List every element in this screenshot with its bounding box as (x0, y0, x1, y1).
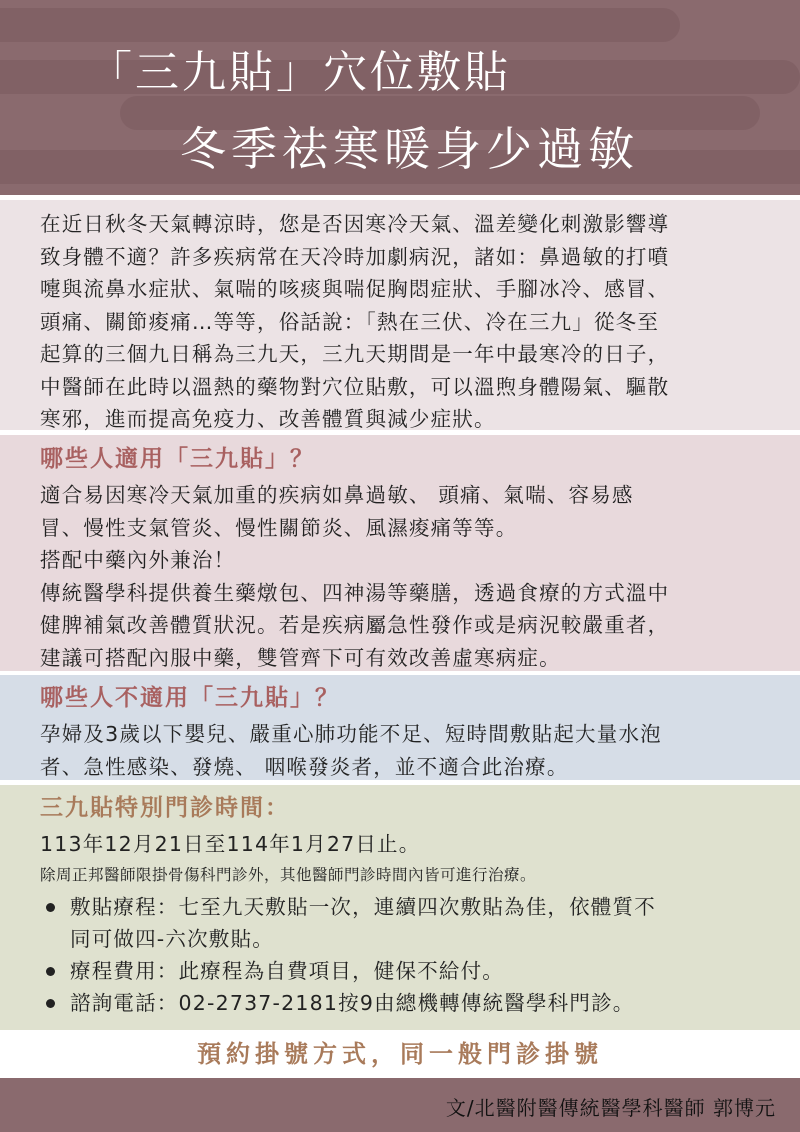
intro-section (0, 200, 800, 430)
text-line: 孕婦及3歲以下嬰兒、嚴重心肺功能不足、短時間敷貼起大量水泡 (40, 722, 662, 746)
unsuitable-section (0, 675, 800, 780)
text-line: 致身體不適？許多疾病常在天冷時加劇病況，諸如：鼻過敏的打噴 (40, 244, 670, 269)
intro-paragraph (40, 208, 770, 436)
clinic-heading: 三九貼特別門診時間： (40, 795, 290, 821)
text-line: 同可做四-六次敷貼。 (70, 926, 274, 951)
booking-notice: 預約掛號方式，同一般門診掛號 (197, 1040, 603, 1068)
text-line: 建議可搭配內服中藥，雙管齊下可有效改善虛寒病症。 (40, 645, 561, 670)
clinic-bullet-list (40, 891, 770, 1019)
text-line: 諮詢電話：02-2737-2181按9由總機轉傳統醫學科門診。 (70, 990, 635, 1015)
list-item (40, 987, 770, 1019)
bullet-dot-icon (46, 903, 55, 912)
bullet-dot-icon (46, 967, 55, 976)
title-line-1: 「三九貼」穴位敷貼 (88, 47, 511, 98)
text-line: 傳統醫學科提供養生藥燉包、四神湯等藥膳，透過食療的方式溫中 (40, 580, 670, 605)
text-line: 敷貼療程：七至九天敷貼一次，連續四次敷貼為佳，依體質不 (70, 894, 656, 919)
bullet-dot-icon (46, 999, 55, 1008)
list-item (40, 955, 770, 987)
text-line: 健脾補氣改善體質狀況。若是疾病屬急性發作或是病況較嚴重者， (40, 613, 670, 637)
suitable-paragraph (40, 479, 770, 674)
text-line: 搭配中藥內外兼治！ (40, 548, 236, 572)
footer-bar (0, 1078, 800, 1132)
text-line: 嚏與流鼻水症狀、氣喘的咳痰與喘促胸悶症狀、手腳冰冷、感冒、 (40, 277, 670, 301)
text-line: 適合易因寒冷天氣加重的疾病如鼻過敏、 頭痛、氣喘、容易感 (40, 483, 634, 507)
suitable-section (0, 435, 800, 671)
text-line: 頭痛、關節痠痛…等等，俗話說：「熱在三伏、冷在三九」從冬至 (40, 309, 660, 334)
unsuitable-heading: 哪些人不適用「三九貼」？ (40, 685, 340, 711)
suitable-heading: 哪些人適用「三九貼」？ (40, 446, 315, 472)
text-line: 冒、慢性支氣管炎、慢性關節炎、風濕痠痛等等。 (40, 515, 518, 540)
author-credit: 文/北醫附醫傳統醫學科醫師 郭博元 (445, 1096, 776, 1120)
text-line: 者、急性感染、發燒、 咽喉發炎者，並不適合此治療。 (40, 754, 569, 779)
text-line: 寒邪，進而提高免疫力、改善體質與減少症狀。 (40, 407, 496, 431)
clinic-note: 除周正邦醫師限掛骨傷科門診外，其他醫師門診時間內皆可進行治療。 (40, 865, 537, 884)
clinic-dates: 113年12月21日至114年1月27日止。 (40, 832, 421, 856)
title-line-2: 冬季祛寒暖身少過敏 (180, 122, 639, 176)
list-item (40, 891, 770, 955)
text-line: 中醫師在此時以溫熱的藥物對穴位貼敷，可以溫煦身體陽氣、驅散 (40, 374, 670, 399)
clinic-section (0, 785, 800, 1030)
unsuitable-paragraph (40, 718, 770, 783)
text-line: 起算的三個九日稱為三九天，三九天期間是一年中最寒冷的日子， (40, 342, 670, 366)
header-banner (0, 0, 800, 195)
text-line: 療程費用：此療程為自費項目，健保不給付。 (70, 958, 504, 983)
text-line: 在近日秋冬天氣轉涼時，您是否因寒冷天氣、溫差變化刺激影響導 (40, 212, 670, 236)
